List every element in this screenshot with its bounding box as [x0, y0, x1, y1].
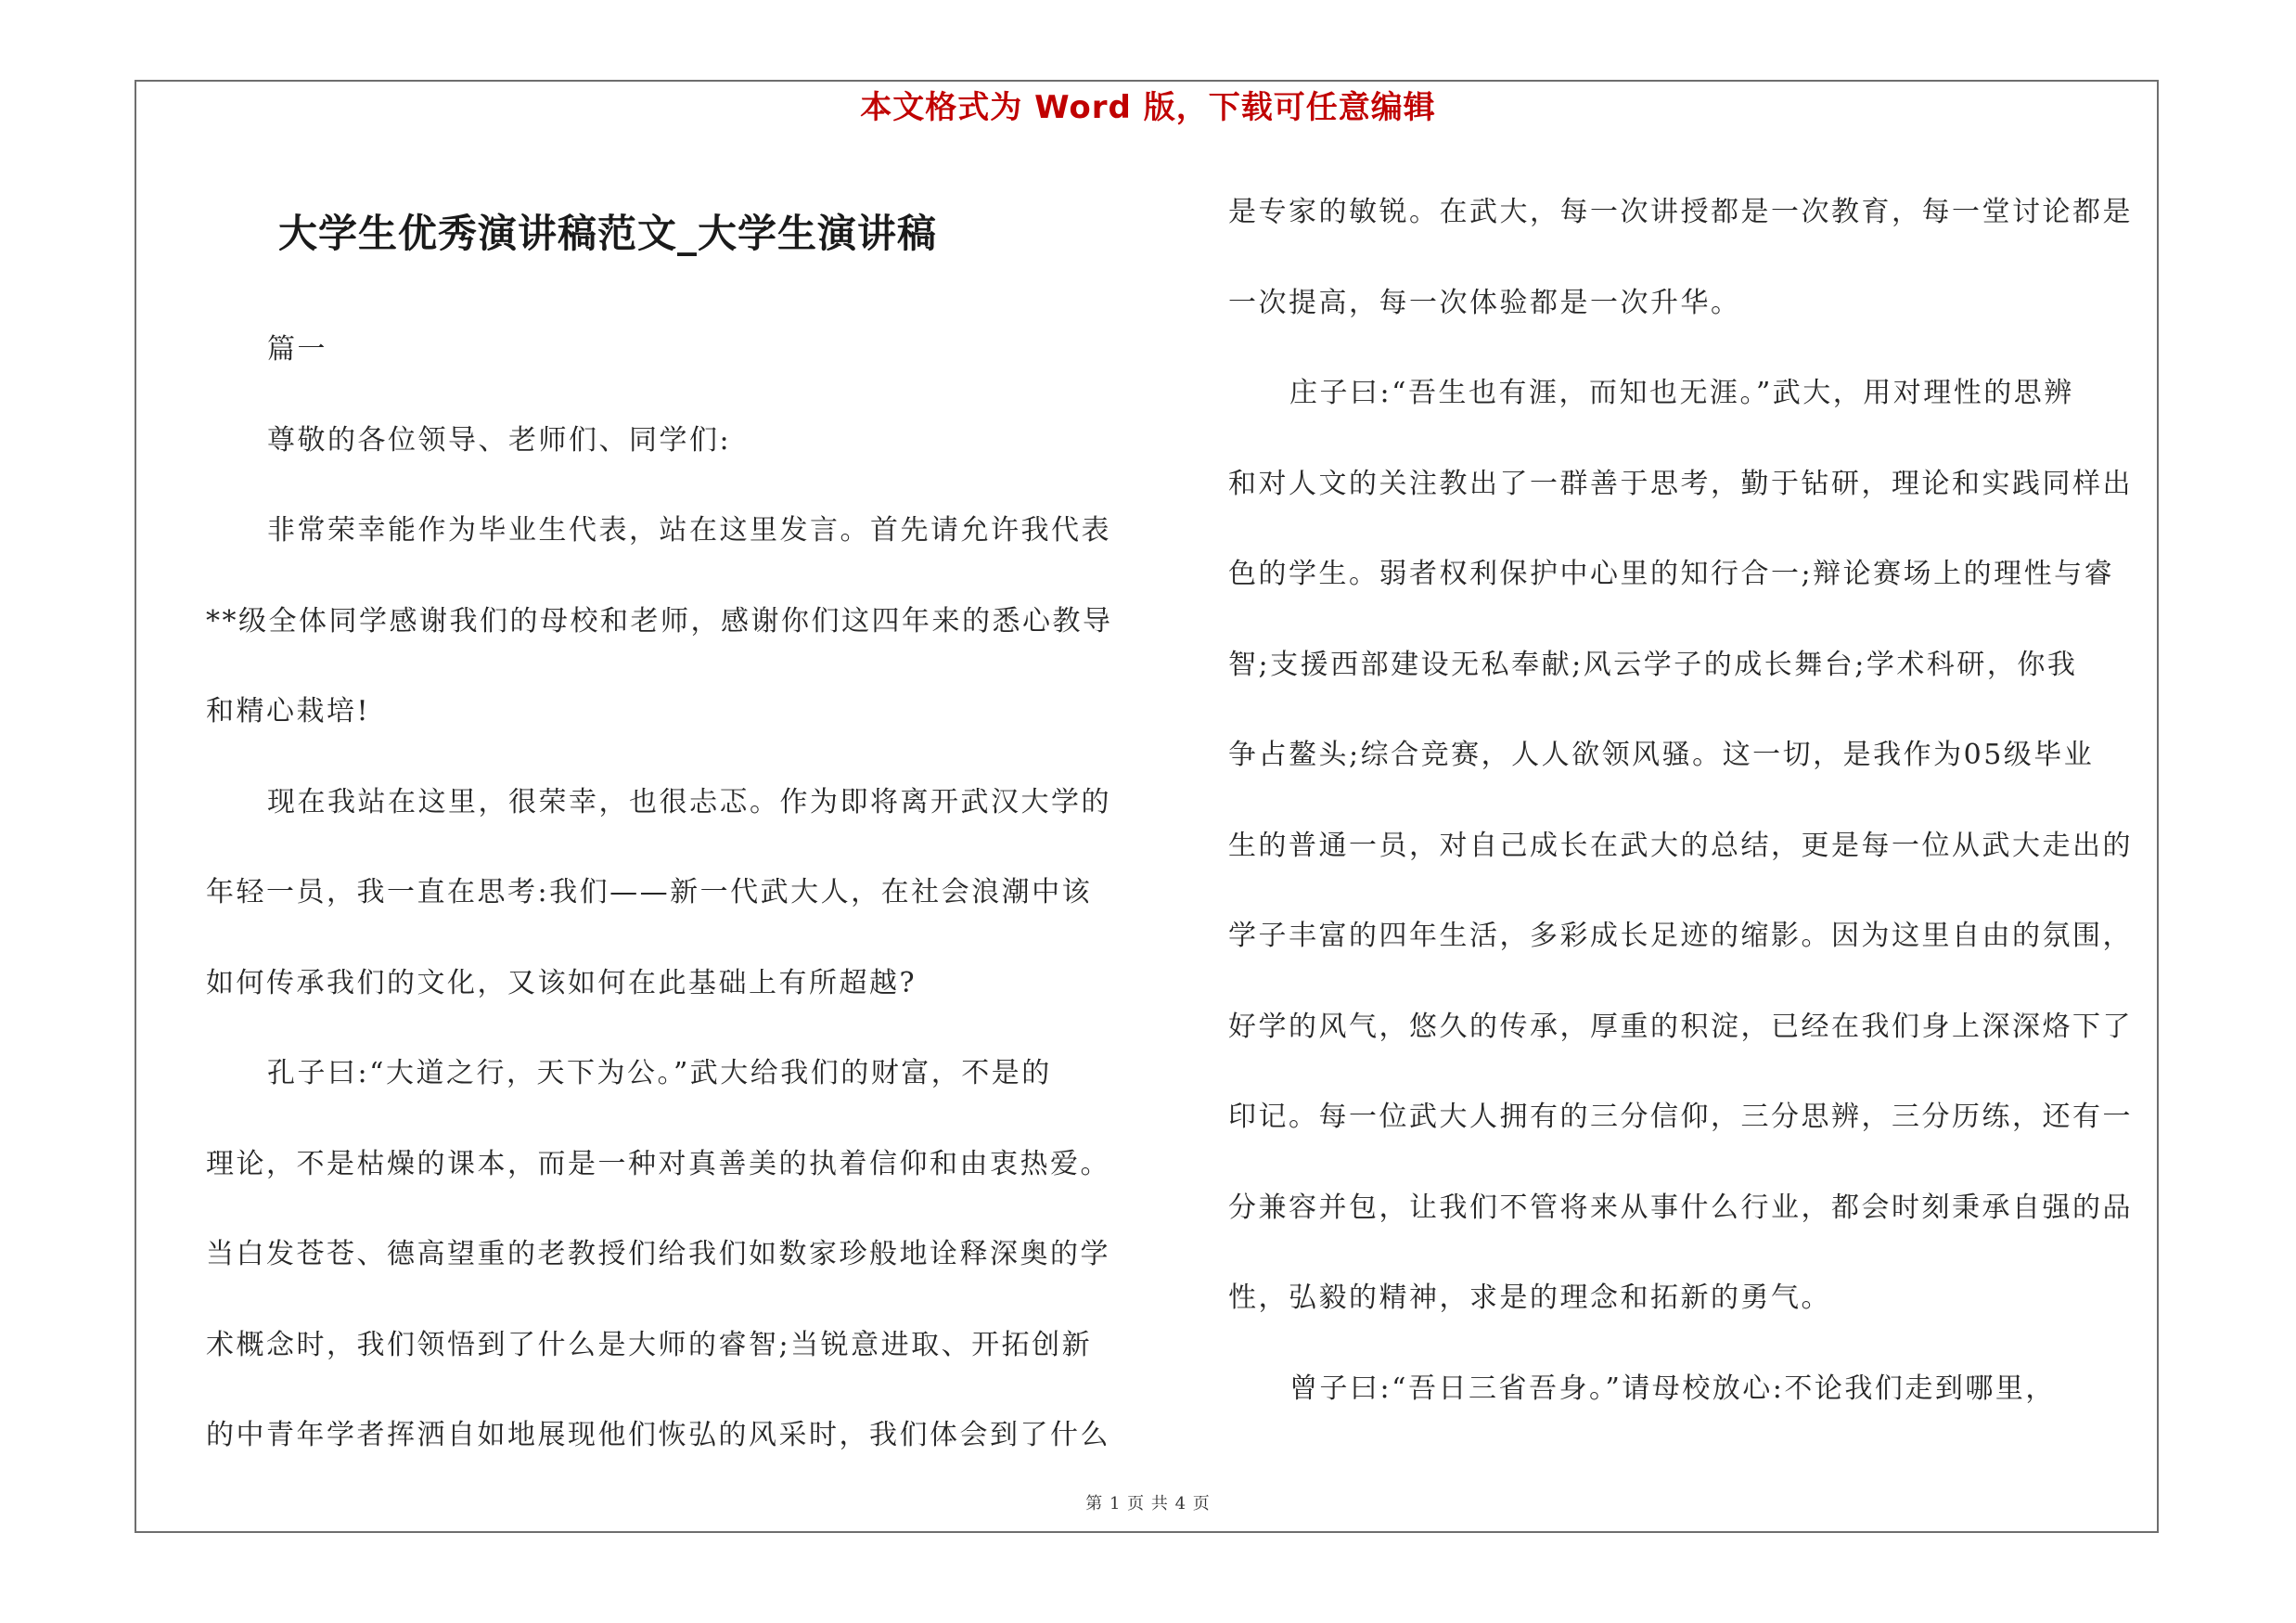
- right-text-column: [1228, 167, 2150, 1434]
- paragraph-line: 好学的风气，悠久的传承，厚重的积淀，已经在我们身上深深烙下了: [1228, 1010, 2133, 1043]
- paragraph-line: 争占鳌头;综合竞赛，人人欲领风骚。这一切，是我作为05级毕业: [1228, 739, 2095, 771]
- paragraph-line: 如何传承我们的文化，又该如何在此基础上有所超越?: [206, 966, 917, 999]
- salutation: 尊敬的各位领导、老师们、同学们:: [267, 423, 732, 457]
- paragraph-line: 和对人文的关注教出了一群善于思考，勤于钻研，理论和实践同样出: [1228, 467, 2133, 500]
- paragraph-line: 性，弘毅的精神，求是的理念和拓新的勇气。: [1228, 1282, 1831, 1314]
- paragraph-line: 一次提高，每一次体验都是一次升华。: [1228, 286, 1741, 319]
- left-text-column: [206, 304, 1145, 1481]
- paragraph-line: 年轻一员，我一直在思考:我们——新一代武大人，在社会浪潮中该: [206, 876, 1093, 908]
- paragraph-line: 学子丰富的四年生活，多彩成长足迹的缩影。因为这里自由的氛围，: [1228, 920, 2133, 952]
- paragraph-line: 印记。每一位武大人拥有的三分信仰，三分思辨，三分历练，还有一: [1228, 1101, 2133, 1133]
- paragraph-line: 理论，不是枯燥的课本，而是一种对真善美的执着信仰和由衷热爱。: [206, 1147, 1110, 1180]
- format-notice-banner: 本文格式为 Word 版，下载可任意编辑: [860, 89, 1436, 126]
- paragraph-line: 和精心栽培!: [206, 695, 371, 728]
- paragraph-line: 分兼容并包，让我们不管将来从事什么行业，都会时刻秉承自强的品: [1228, 1191, 2133, 1224]
- paragraph-line: 术概念时，我们领悟到了什么是大师的睿智;当锐意进取、开拓创新: [206, 1328, 1093, 1361]
- paragraph-line: 的中青年学者挥洒自如地展现他们恢弘的风采时，我们体会到了什么: [206, 1419, 1110, 1451]
- paragraph-line: 庄子曰:“吾生也有涯，而知也无涯。”武大，用对理性的思辨: [1289, 377, 2074, 409]
- paragraph-line: 现在我站在这里，很荣幸，也很忐忑。作为即将离开武汉大学的: [267, 785, 1111, 818]
- paragraph-line: 智;支援西部建设无私奉献;风云学子的成长舞台;学术科研，你我: [1228, 648, 2078, 681]
- paragraph-line: 生的普通一员，对自己成长在武大的总结，更是每一位从武大走出的: [1228, 829, 2133, 862]
- paragraph-line: 色的学生。弱者权利保护中心里的知行合一;辩论赛场上的理性与睿: [1228, 558, 2115, 590]
- page-number-footer: 第 1 页 共 4 页: [1085, 1494, 1211, 1514]
- paragraph-line: 当白发苍苍、德高望重的老教授们给我们如数家珍般地诠释深奥的学: [206, 1238, 1110, 1270]
- document-title: 大学生优秀演讲稿范文_大学生演讲稿: [278, 211, 938, 256]
- paragraph-line: 非常荣幸能作为毕业生代表，站在这里发言。首先请允许我代表: [267, 514, 1111, 547]
- paragraph-line: **级全体同学感谢我们的母校和老师，感谢你们这四年来的悉心教导: [206, 604, 1113, 638]
- section-heading: 篇一: [267, 333, 327, 366]
- paragraph-line: 曾子曰:“吾日三省吾身。”请母校放心:不论我们走到哪里，: [1289, 1372, 2056, 1405]
- paragraph-line: 是专家的敏锐。在武大，每一次讲授都是一次教育，每一堂讨论都是: [1228, 196, 2133, 228]
- paragraph-line: 孔子曰:“大道之行，天下为公。”武大给我们的财富，不是的: [267, 1057, 1052, 1089]
